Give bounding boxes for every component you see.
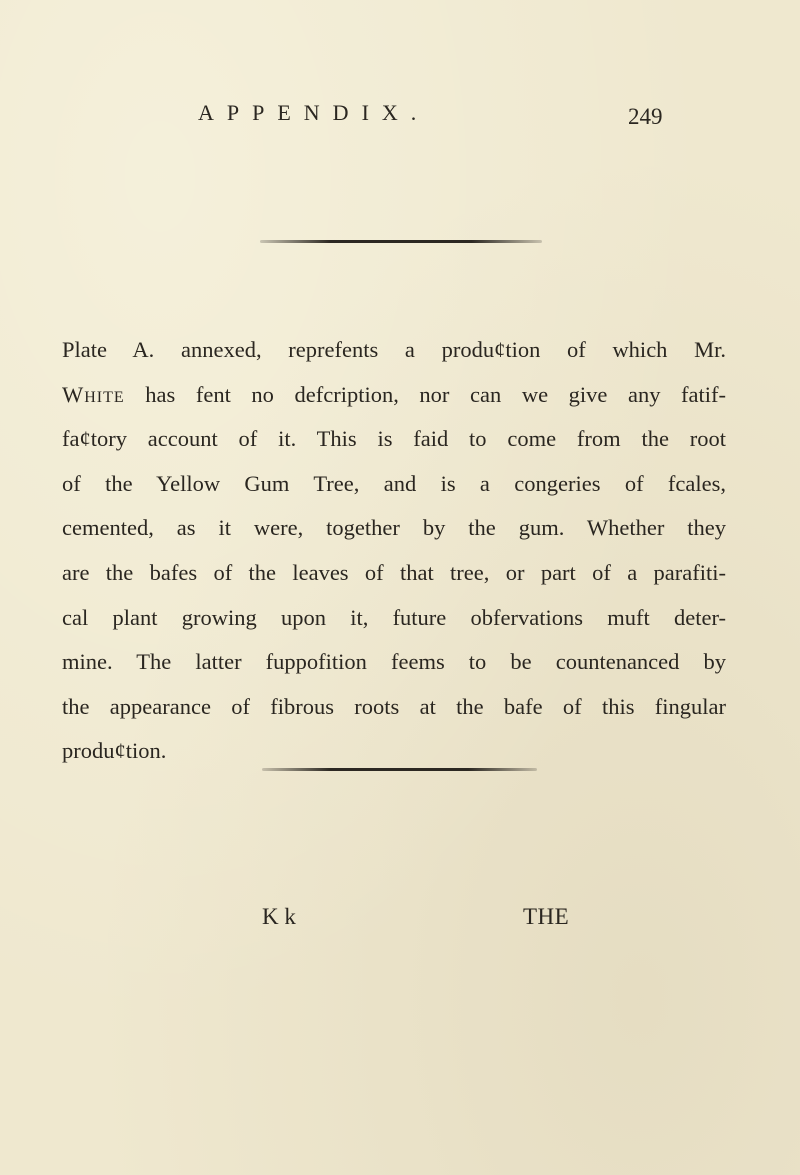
running-head: APPENDIX. xyxy=(198,100,430,125)
text-line: cemented, as it were, together by the gum. Whether they xyxy=(62,515,726,541)
text-line: are the bafes of the leaves of that tree, or part of a parafiti- xyxy=(62,559,726,585)
text-line: Plate A. annexed, reprefents a produ¢tion of which Mr. xyxy=(62,337,726,362)
signature-mark: K k xyxy=(262,904,296,929)
catchword: THE xyxy=(523,904,570,929)
text-line-remainder: has fent no defcription, nor can we give any fatif- xyxy=(145,381,727,407)
text-line: produ¢tion. xyxy=(62,738,167,764)
text-line: fa¢tory account of it. This is faid to come from the root xyxy=(62,426,726,452)
text-line: mine. The latter fuppofition feems to be countenanced by xyxy=(62,649,726,675)
text-line: of the Yellow Gum Tree, and is a congeries of fcales, xyxy=(62,470,726,496)
page-footer xyxy=(0,904,800,944)
small-caps-name: White xyxy=(62,381,125,407)
text-line: the appearance of fibrous roots at the bafe of this fingular xyxy=(62,693,726,719)
page-number: 249 xyxy=(628,104,663,129)
text-line xyxy=(62,373,726,418)
body-paragraph xyxy=(62,328,726,774)
top-ornamental-rule xyxy=(260,240,542,243)
text-line: cal plant growing upon it, future obfervations muft deter- xyxy=(62,604,726,630)
bottom-ornamental-rule xyxy=(262,768,537,771)
